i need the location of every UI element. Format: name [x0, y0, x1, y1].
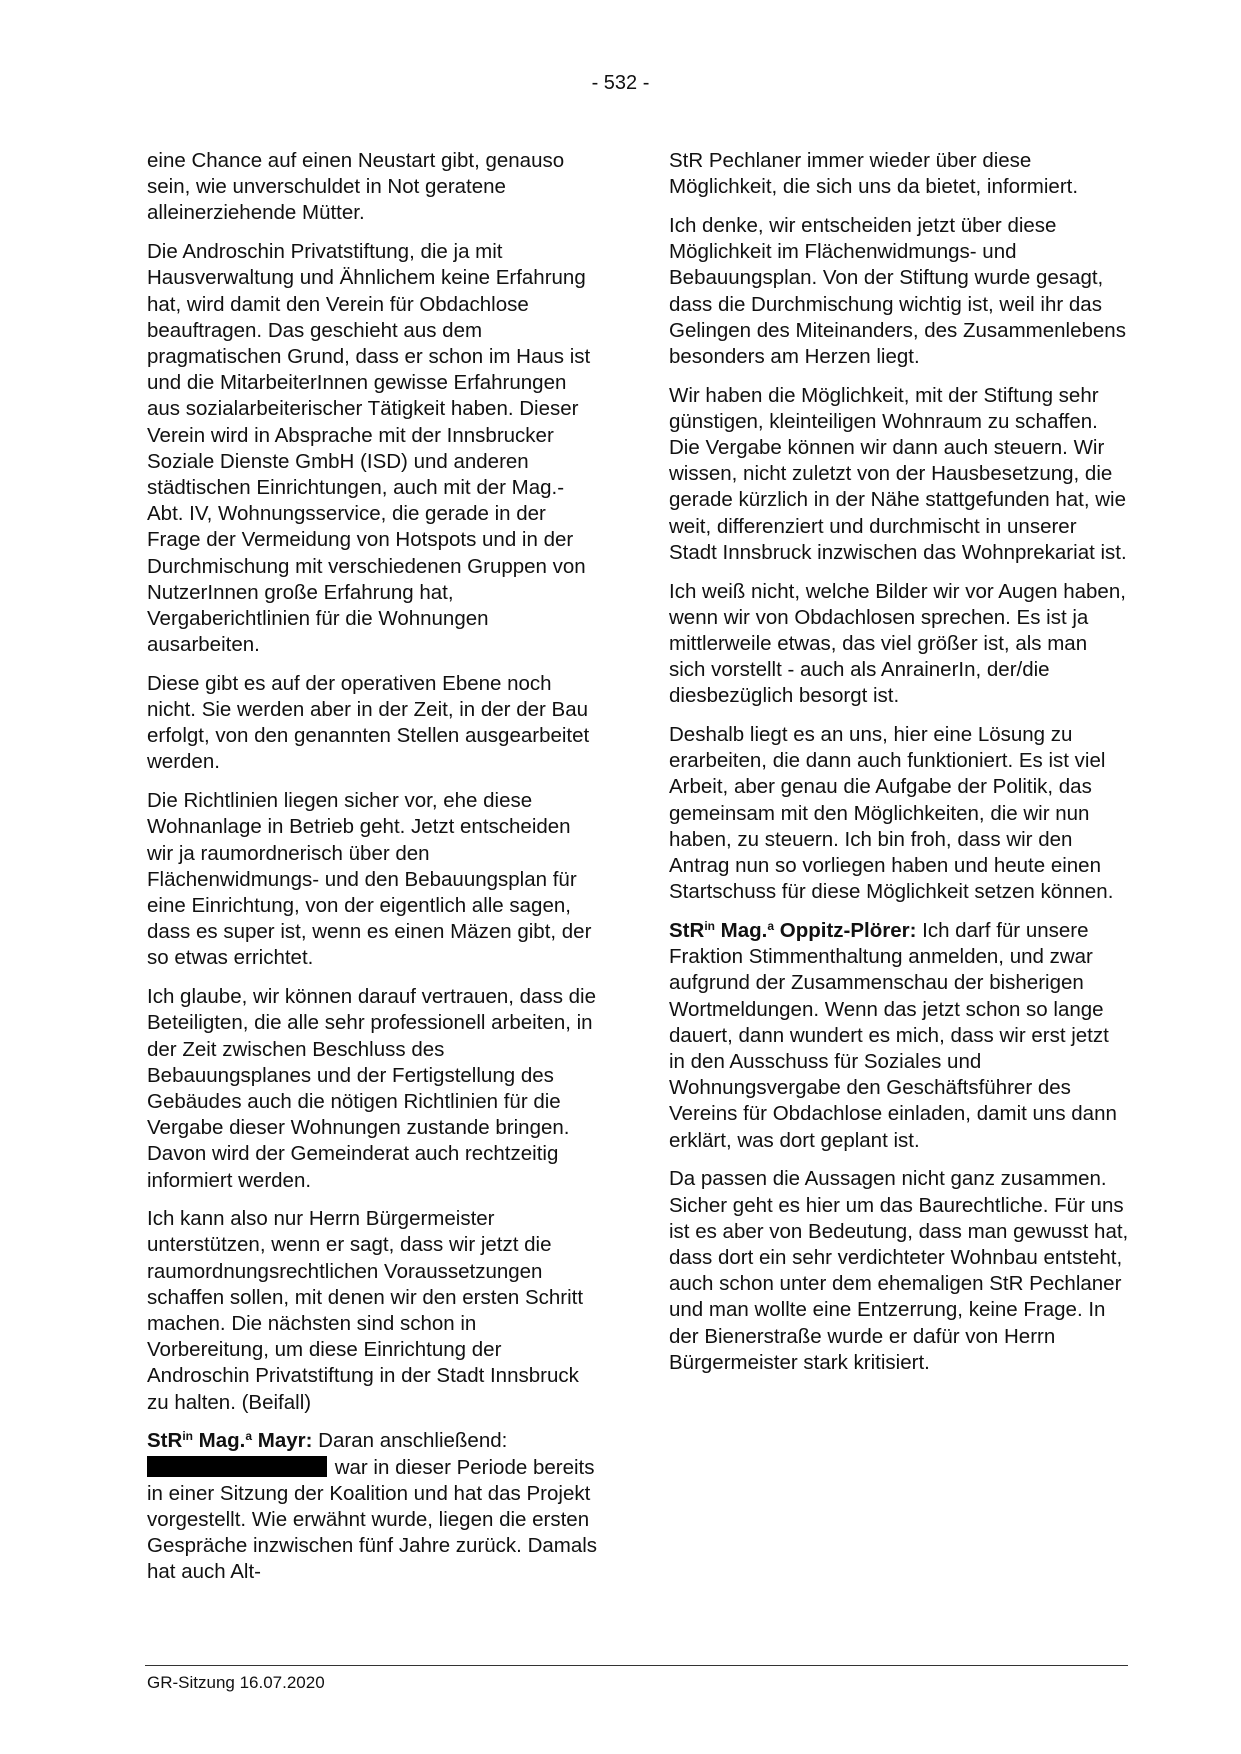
left-column: [147, 148, 599, 1598]
paragraph: Ich weiß nicht, welche Bilder wir vor Augen haben, wenn wir von Obdachlosen sprechen. Es ist ja mittlerweile etwas, das viel größer ist, als man sich vorstellt - auch als AnrainerIn, der/die diesbezüglich besorgt ist.: [669, 579, 1126, 708]
paragraph: Da passen die Aussagen nicht ganz zusammen. Sicher geht es hier um das Baurechtliche. Für uns ist es aber von Bedeutung, dass man gewusst hat, dass dort ein sehr verdichteter Wohnbau entsteht, auch schon unter dem ehemaligen StR Pechlaner und man wollte eine Entzerrung, keine Frage. In der Bienerstraße wurde er dafür von Herrn Bürgermeister stark kritisiert.: [669, 1167, 1129, 1374]
right-column: [669, 148, 1129, 1388]
paragraph: Deshalb liegt es an uns, hier eine Lösung zu erarbeiten, die dann auch funktioniert. Es ist viel Arbeit, aber genau die Aufgabe der Politik, das gemeinsam mit den Möglichkeiten, die wir nun haben, zu steuern. Ich bin froh, dass wir den Antrag nun so vorliegen haben und heute einen Startschuss für diese Möglichkeit setzen können.: [669, 723, 1114, 904]
speaker-paragraph: [669, 918, 1129, 1154]
paragraph: Diese gibt es auf der operativen Ebene noch nicht. Sie werden aber in der Zeit, in der der Bau erfolgt, von den genannten Stellen ausgearbeitet werden.: [147, 671, 590, 774]
paragraph: Ich denke, wir entscheiden jetzt über diese Möglichkeit im Flächenwidmungs- und Bebauungsplan. Von der Stiftung wurde gesagt, dass die Durchmischung wichtig ist, weil ihr das Gelingen des Miteinanders, des Zusammenlebens besonders am Herzen liegt.: [669, 213, 1126, 368]
paragraph: Ich glaube, wir können darauf vertrauen, dass die Beteiligten, die alle sehr professionell arbeiten, in der Zeit zwischen Beschluss des Bebauungsplanes und der Fertigstellung des Gebäudes auch die nötigen Richtlinien für die Vergabe dieser Wohnungen zustande bringen. Davon wird der Gemeinderat auch rechtzeitig informiert werden.: [147, 985, 596, 1192]
paragraph: eine Chance auf einen Neustart gibt, genauso sein, wie unverschuldet in Not geratene alleinerziehende Mütter.: [147, 149, 565, 225]
paragraph: Die Androschin Privatstiftung, die ja mit Hausverwaltung und Ähnlichem keine Erfahrung hat, wird damit den Verein für Obdachlose beauftragen. Das geschieht aus dem pragmatischen Grund, dass er schon im Haus ist und die MitarbeiterInnen gewisse Erfahrungen aus sozialarbeiterischer Tätigkeit haben. Dieser Verein wird in Absprache mit der Innsbrucker Soziale Dienste GmbH (ISD) und anderen städtischen Einrichtungen, auch mit der Mag.-Abt. IV, Wohnungsservice, die gerade in der Frage der Vermeidung von Hotspots und in der Durchmischung mit verschiedenen Gruppen von NutzerInnen große Erfahrung hat, Vergaberichtlinien für die Wohnungen ausarbeiten.: [147, 240, 591, 657]
speech-text: war in dieser Periode bereits in einer Sitzung der Koalition und hat das Projekt vorgestellt. Wie erwähnt wurde, liegen die ersten Gespräche inzwischen fünf Jahre zurück. Damals hat auch Alt-: [147, 1455, 598, 1584]
speaker-name: StR$^{in}$ Mag.$^a$ Oppitz-Plörer:: [669, 918, 917, 942]
paragraph: Ich kann also nur Herrn Bürgermeister unterstützen, wenn er sagt, dass wir jetzt die raumordnungsrechtlichen Voraussetzungen schaffen sollen, mit denen wir den ersten Schritt machen. Die nächsten sind schon in Vorbereitung, um diese Einrichtung der Androschin Privatstiftung in der Stadt Innsbruck zu halten. (Beifall): [147, 1207, 584, 1414]
footer-text: GR-Sitzung 16.07.2020: [147, 1673, 325, 1692]
page-number: - 532 -: [591, 72, 650, 94]
footer-divider: [145, 1665, 1128, 1666]
paragraph: Die Richtlinien liegen sicher vor, ehe diese Wohnanlage in Betrieb geht. Jetzt entscheiden wir ja raumordnerisch über den Flächenwidmungs- und den Bebauungsplan für eine Einrichtung, von der eigentlich alle sagen, dass es super ist, wenn es einen Mäzen gibt, der so etwas errichtet.: [147, 789, 592, 970]
paragraph: Wir haben die Möglichkeit, mit der Stiftung sehr günstigen, kleinteiligen Wohnraum zu schaffen. Die Vergabe können wir dann auch steuern. Wir wissen, nicht zuletzt von der Hausbesetzung, die gerade kürzlich in der Nähe stattgefunden hat, wie weit, differenziert und durchmischt in unserer Stadt Innsbruck inzwischen das Wohnprekariat ist.: [669, 383, 1127, 564]
speech-lead: Daran anschließend:: [312, 1429, 508, 1453]
paragraph: StR Pechlaner immer wieder über diese Möglichkeit, die sich uns da bietet, informiert.: [669, 149, 1079, 199]
redaction-bar: [147, 1456, 327, 1477]
speaker-name: StR$^{in}$ Mag.$^a$ Mayr:: [147, 1429, 313, 1453]
speech-text: Ich darf für unsere Fraktion Stimmenthaltung anmelden, und zwar aufgrund der Zusammenschau der bisherigen Wortmeldungen. Wenn das jetzt schon so lange dauert, dann wundert es mich, dass wir erst jetzt in den Ausschuss für Soziales und Wohnungsvergabe den Geschäftsführer des Vereins für Obdachlose einladen, damit uns dann erklärt, was dort geplant ist.: [669, 918, 1117, 1152]
speaker-paragraph: [147, 1428, 599, 1585]
